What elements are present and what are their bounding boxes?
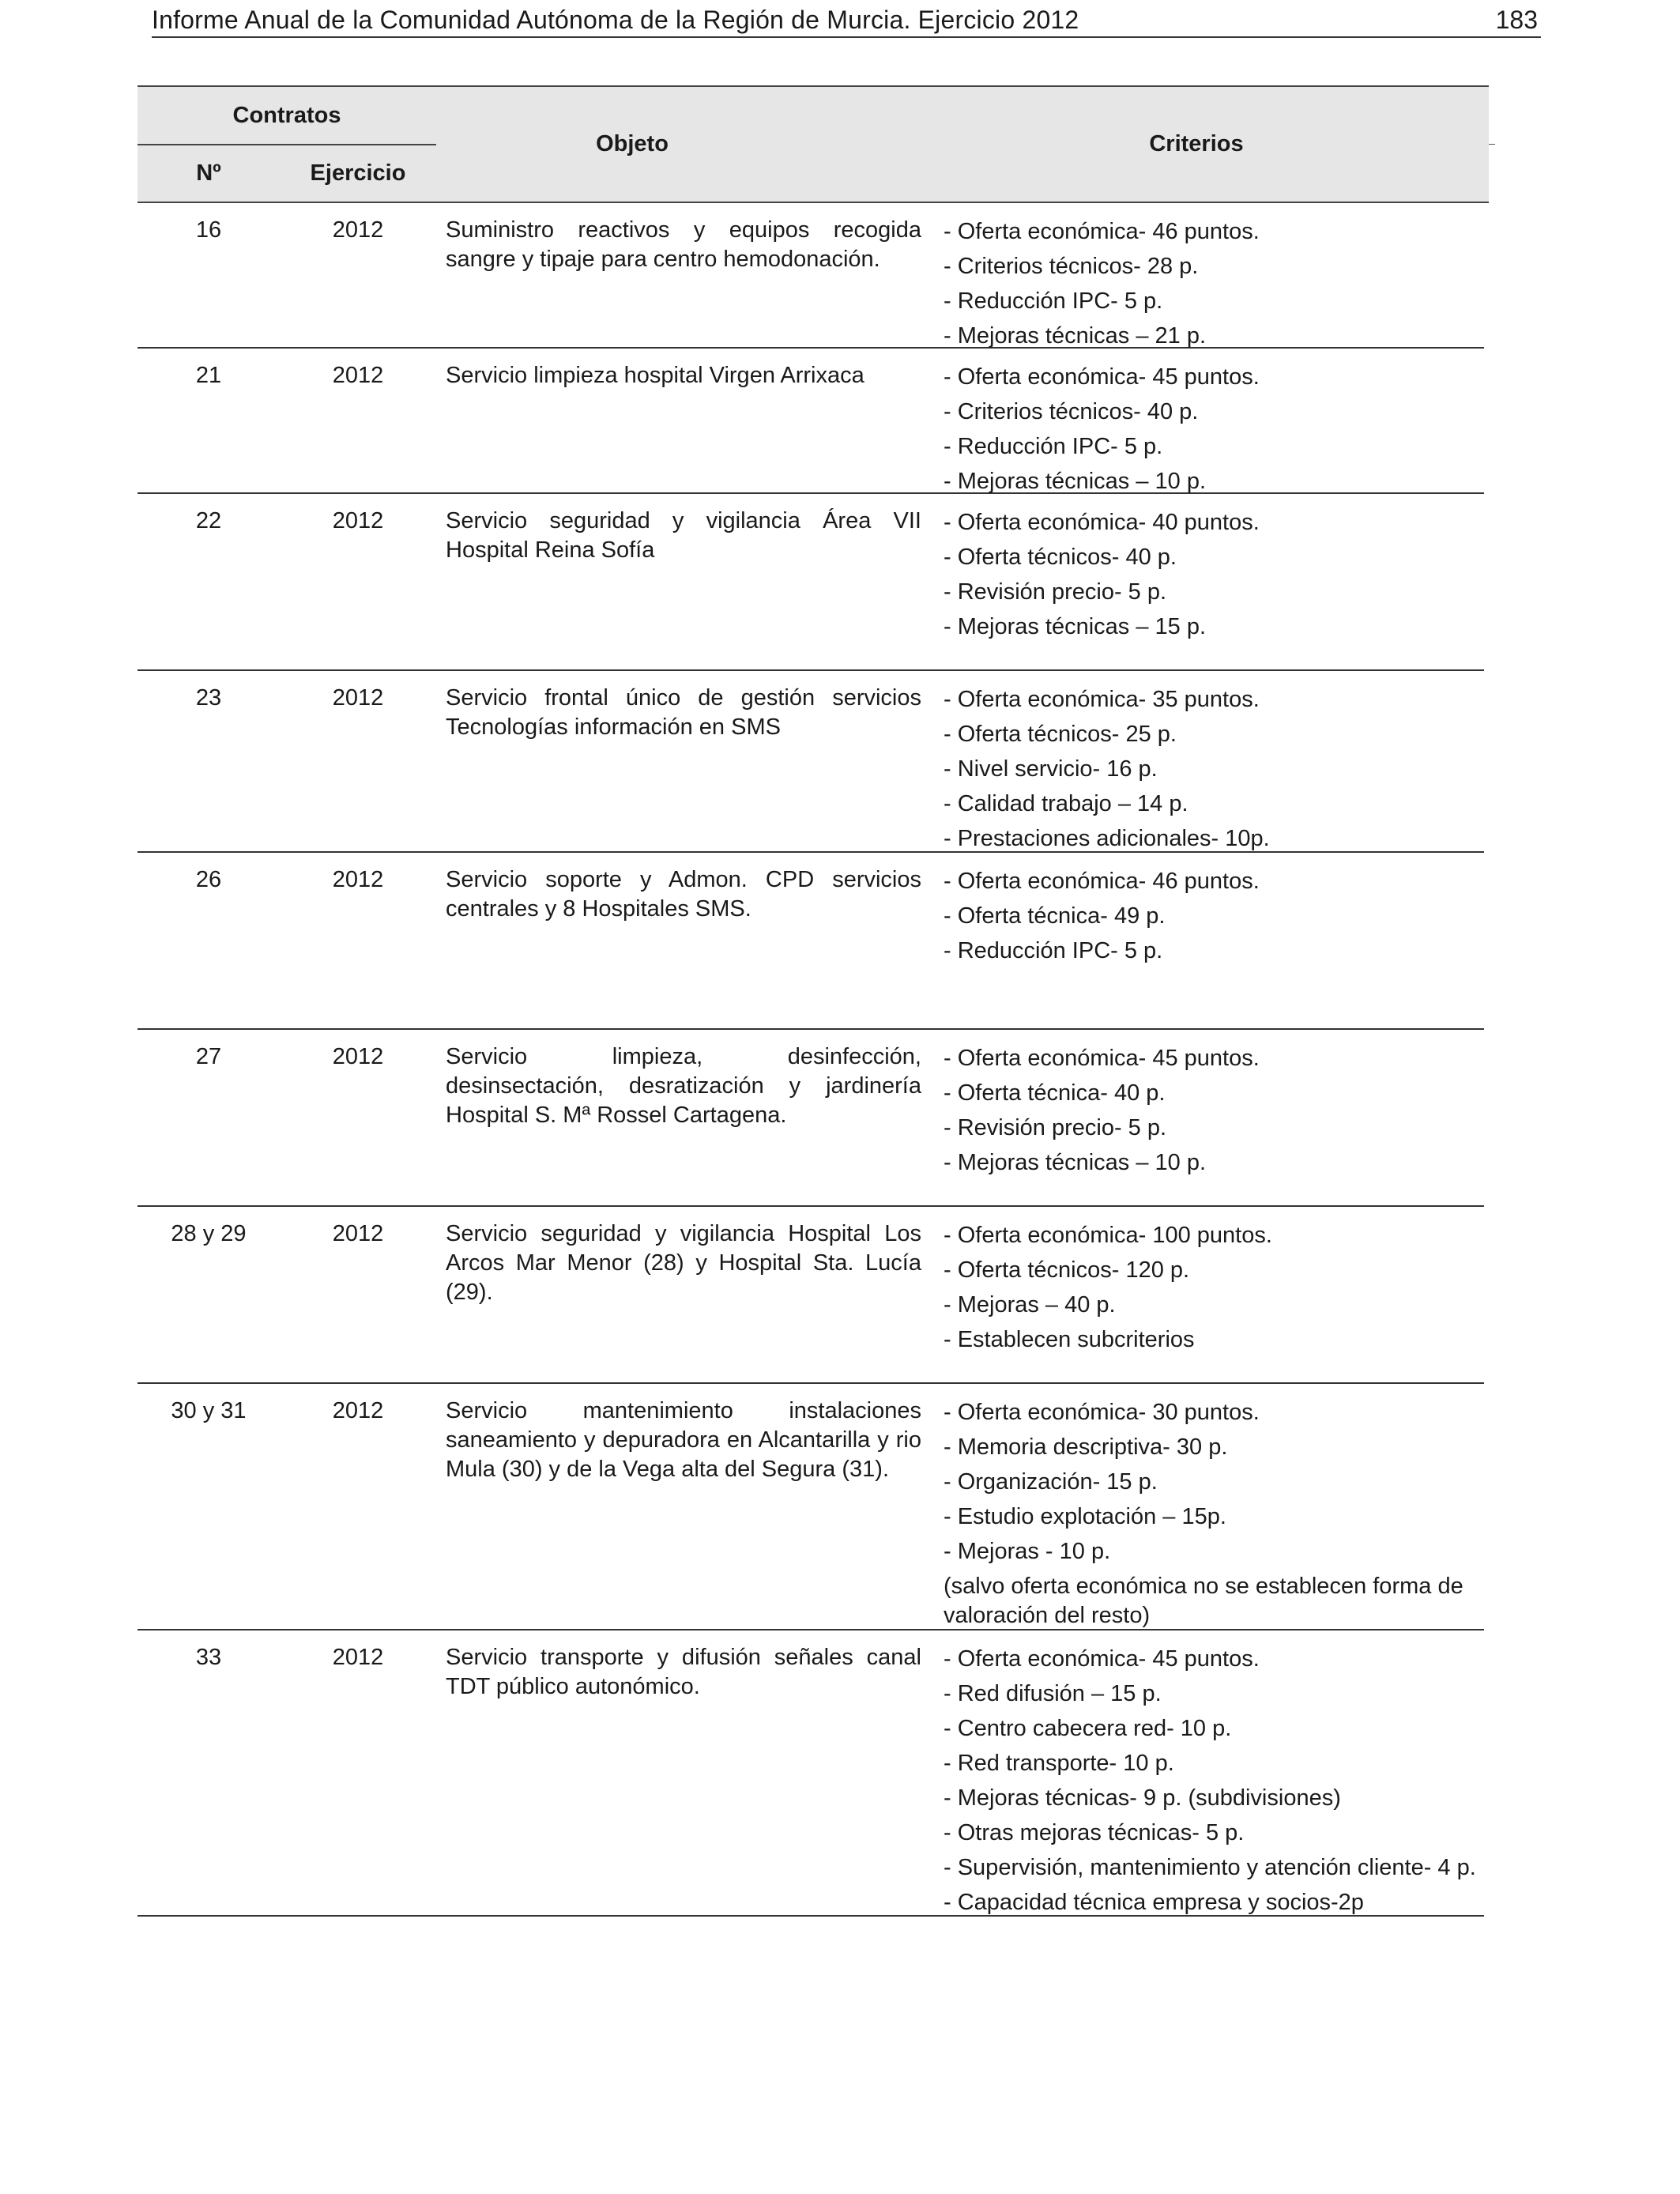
- contract-number: 23: [195, 685, 222, 711]
- criteria-item: - Mejoras - 10 p.: [944, 1539, 1111, 1564]
- table-row: [137, 494, 1484, 671]
- table-row: [137, 671, 1484, 853]
- header-no: Nº: [196, 160, 221, 186]
- criteria-item: - Red difusión – 15 p.: [944, 1681, 1162, 1706]
- contract-year: 2012: [332, 1398, 384, 1423]
- contract-year: 2012: [332, 217, 384, 243]
- criteria-item: - Reducción IPC- 5 p.: [944, 434, 1163, 459]
- criteria-item: - Oferta técnicos- 40 p.: [944, 545, 1177, 570]
- criteria-item: - Mejoras técnicas – 21 p.: [944, 323, 1207, 349]
- criteria-item: - Capacidad técnica empresa y socios-2p: [944, 1890, 1364, 1915]
- criteria-item: - Criterios técnicos- 28 p.: [944, 254, 1199, 279]
- table-row: [137, 203, 1484, 349]
- table-row: [137, 349, 1484, 494]
- contract-number: 33: [195, 1645, 222, 1670]
- contract-year: 2012: [332, 363, 384, 388]
- contract-number: 22: [195, 508, 222, 533]
- criteria-item: - Centro cabecera red- 10 p.: [944, 1716, 1232, 1741]
- criteria-item: - Memoria descriptiva- 30 p.: [944, 1434, 1228, 1460]
- contract-criteria: [944, 853, 1481, 1028]
- criteria-item: - Revisión precio- 5 p.: [944, 579, 1167, 605]
- criteria-item: - Oferta económica- 45 puntos.: [944, 1646, 1260, 1672]
- criteria-item: - Oferta económica- 45 puntos.: [944, 1046, 1260, 1071]
- contract-number: 28 y 29: [171, 1221, 247, 1246]
- contract-year: 2012: [332, 1221, 384, 1246]
- table-header: [137, 85, 1489, 203]
- contract-number: 21: [195, 363, 222, 388]
- contract-criteria: [944, 1207, 1481, 1382]
- table-row: [137, 1207, 1484, 1384]
- criteria-item: - Revisión precio- 5 p.: [944, 1115, 1167, 1140]
- contract-object: Servicio mantenimiento instalaciones saneamiento y depuradora en Alcantarilla y rio Mula (30) y de la Vega alta del Segura (31).: [446, 1398, 921, 1482]
- criteria-item: - Oferta económica- 45 puntos.: [944, 364, 1260, 390]
- criteria-item: - Oferta económica- 46 puntos.: [944, 869, 1260, 894]
- criteria-item: - Calidad trabajo – 14 p.: [944, 791, 1188, 816]
- criteria-item: - Reducción IPC- 5 p.: [944, 938, 1163, 963]
- contract-criteria: [944, 349, 1481, 492]
- criteria-item: - Mejoras técnicas – 10 p.: [944, 1150, 1207, 1175]
- contract-criteria: [944, 1030, 1481, 1205]
- contracts-table: [137, 85, 1489, 1917]
- contract-object: Servicio seguridad y vigilancia Hospital Los Arcos Mar Menor (28) y Hospital Sta. Lucía (29).: [446, 1221, 921, 1305]
- contract-number: 30 y 31: [171, 1398, 247, 1423]
- criteria-item: - Estudio explotación – 15p.: [944, 1504, 1226, 1529]
- criteria-item: - Oferta técnicos- 120 p.: [944, 1257, 1190, 1283]
- contract-criteria: [944, 671, 1481, 851]
- table-row: [137, 1030, 1484, 1207]
- contract-criteria: [944, 1630, 1481, 1915]
- criteria-item: - Oferta técnicos- 25 p.: [944, 722, 1177, 747]
- criteria-item: - Prestaciones adicionales- 10p.: [944, 826, 1270, 851]
- criteria-item: - Oferta económica- 100 puntos.: [944, 1223, 1272, 1248]
- contract-object: Suministro reactivos y equipos recogida sangre y tipaje para centro hemodonación.: [446, 217, 921, 272]
- contract-year: 2012: [332, 508, 384, 533]
- contract-criteria: [944, 1384, 1481, 1629]
- header-tick-mark: [1489, 144, 1495, 145]
- table-body: [137, 203, 1489, 1917]
- contract-criteria: [944, 494, 1481, 669]
- contract-object: Servicio limpieza hospital Virgen Arrixaca: [446, 363, 864, 388]
- contract-object: Servicio soporte y Admon. CPD servicios centrales y 8 Hospitales SMS.: [446, 867, 921, 922]
- criteria-item: - Oferta económica- 40 puntos.: [944, 510, 1260, 535]
- contract-number: 27: [195, 1044, 222, 1069]
- page-header: [152, 0, 1541, 38]
- contract-year: 2012: [332, 685, 384, 711]
- page-number: 183: [1495, 6, 1538, 34]
- criteria-item: - Red transporte- 10 p.: [944, 1751, 1174, 1776]
- contract-year: 2012: [332, 1645, 384, 1670]
- criteria-note: (salvo oferta económica no se establecen forma de valoración del resto): [944, 1574, 1463, 1628]
- criteria-item: - Criterios técnicos- 40 p.: [944, 399, 1199, 424]
- criteria-item: - Reducción IPC- 5 p.: [944, 288, 1163, 314]
- table-row: [137, 1630, 1484, 1917]
- contract-year: 2012: [332, 867, 384, 892]
- criteria-item: - Oferta técnica- 49 p.: [944, 903, 1166, 929]
- header-objeto: Objeto: [596, 131, 669, 156]
- report-title: Informe Anual de la Comunidad Autónoma de la Región de Murcia. Ejercicio 2012: [152, 6, 1079, 34]
- criteria-item: - Supervisión, mantenimiento y atención cliente- 4 p.: [944, 1855, 1476, 1880]
- contract-object: Servicio seguridad y vigilancia Área VII Hospital Reina Sofía: [446, 508, 921, 563]
- criteria-item: - Nivel servicio- 16 p.: [944, 756, 1158, 782]
- contract-number: 16: [195, 217, 222, 243]
- table-row: [137, 853, 1484, 1030]
- contract-year: 2012: [332, 1044, 384, 1069]
- criteria-item: - Oferta económica- 30 puntos.: [944, 1400, 1260, 1425]
- header-criterios: Criterios: [1149, 131, 1244, 156]
- table-row: [137, 1384, 1484, 1630]
- contract-number: 26: [195, 867, 222, 892]
- header-contratos: Contratos: [232, 102, 341, 128]
- criteria-item: - Establecen subcriterios: [944, 1327, 1195, 1352]
- contract-criteria: [944, 203, 1481, 347]
- contract-object: Servicio frontal único de gestión servicios Tecnologías información en SMS: [446, 685, 921, 740]
- criteria-item: - Mejoras – 40 p.: [944, 1292, 1116, 1318]
- criteria-item: - Organización- 15 p.: [944, 1469, 1158, 1495]
- contract-object: Servicio transporte y difusión señales canal TDT público autonómico.: [446, 1645, 921, 1699]
- criteria-item: - Oferta económica- 35 puntos.: [944, 687, 1260, 712]
- criteria-item: - Otras mejoras técnicas- 5 p.: [944, 1820, 1245, 1845]
- criteria-item: - Oferta técnica- 40 p.: [944, 1080, 1166, 1106]
- criteria-item: - Mejoras técnicas – 15 p.: [944, 614, 1207, 639]
- header-ejercicio: Ejercicio: [310, 160, 406, 186]
- criteria-item: - Oferta económica- 46 puntos.: [944, 219, 1260, 244]
- criteria-item: - Mejoras técnicas – 10 p.: [944, 469, 1207, 494]
- criteria-item: - Mejoras técnicas- 9 p. (subdivisiones): [944, 1785, 1341, 1811]
- contract-object: Servicio limpieza, desinfección, desinsectación, desratización y jardinería Hospital S. Mª Rossel Cartagena.: [446, 1044, 921, 1128]
